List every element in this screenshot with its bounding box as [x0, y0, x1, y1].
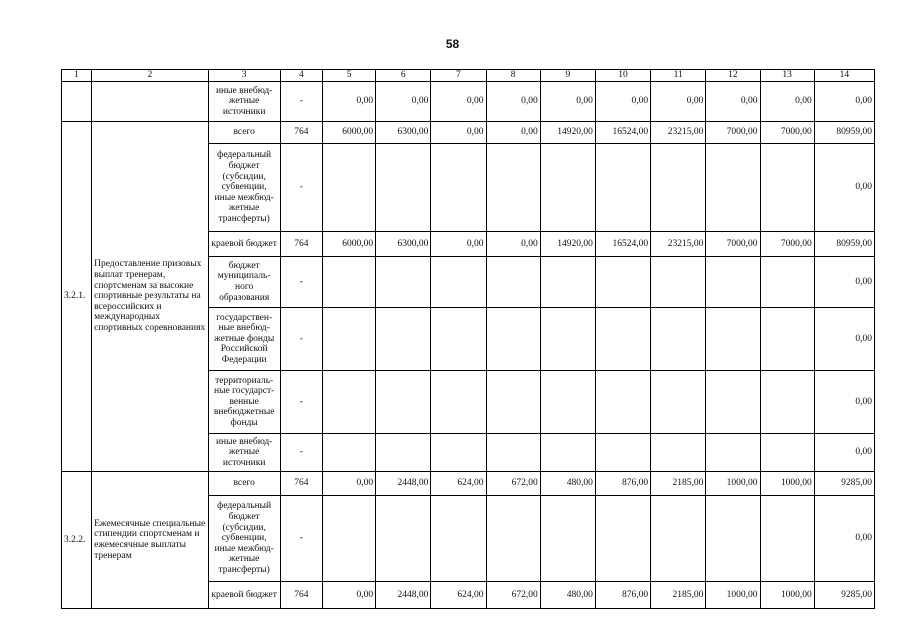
- year-amount: 23215,00: [651, 232, 706, 257]
- year-amount: [322, 371, 375, 434]
- year-amount: 0,00: [431, 122, 486, 144]
- year-amount: [595, 371, 650, 434]
- budget-code: 764: [280, 122, 322, 144]
- year-amount: 0,00: [376, 82, 431, 122]
- year-amount: 16524,00: [595, 122, 650, 144]
- year-amount: 0,00: [651, 82, 706, 122]
- year-amount: 2185,00: [651, 582, 706, 609]
- year-amount: 7000,00: [760, 232, 814, 257]
- budget-code: -: [280, 82, 322, 122]
- item-code: 3.2.2.: [62, 472, 92, 609]
- budget-code: -: [280, 144, 322, 232]
- year-amount: [486, 434, 540, 472]
- column-number-header: 1: [62, 70, 92, 82]
- year-amount: [431, 496, 486, 582]
- year-amount: [431, 371, 486, 434]
- year-amount: [651, 434, 706, 472]
- item-name: Ежемесячные специальные стипендии спортсменам и ежемесячные выплаты тренерам: [92, 472, 208, 609]
- year-amount: [486, 144, 540, 232]
- year-amount: [760, 144, 814, 232]
- year-amount: [376, 144, 431, 232]
- year-amount: 7000,00: [706, 232, 760, 257]
- column-number-header: 13: [760, 70, 814, 82]
- column-number-header: 9: [540, 70, 595, 82]
- year-amount: [376, 434, 431, 472]
- year-amount: [760, 371, 814, 434]
- table-body: [62, 82, 875, 609]
- table-row: [62, 472, 875, 496]
- year-amount: 0,00: [322, 582, 375, 609]
- total-amount: 0,00: [814, 257, 874, 308]
- total-amount: 9285,00: [814, 472, 874, 496]
- budget-code: -: [280, 257, 322, 308]
- total-amount: 0,00: [814, 434, 874, 472]
- year-amount: 1000,00: [706, 472, 760, 496]
- year-amount: 14920,00: [540, 122, 595, 144]
- funding-source: всего: [208, 472, 280, 496]
- year-amount: 0,00: [595, 82, 650, 122]
- budget-code: 764: [280, 232, 322, 257]
- year-amount: [651, 308, 706, 371]
- year-amount: [706, 257, 760, 308]
- year-amount: [322, 496, 375, 582]
- funding-source: бюджет муниципаль-ного образования: [208, 257, 280, 308]
- budget-code: -: [280, 496, 322, 582]
- total-amount: 80959,00: [814, 122, 874, 144]
- total-amount: 0,00: [814, 144, 874, 232]
- item-name: Предоставление призовых выплат тренерам, спортсменам за высокие спортивные результаты на всероссийских и международных спортивных соревнованиях: [92, 122, 208, 472]
- year-amount: [595, 496, 650, 582]
- column-number-row: [62, 70, 875, 82]
- budget-code: -: [280, 371, 322, 434]
- year-amount: [706, 308, 760, 371]
- year-amount: 672,00: [486, 472, 540, 496]
- funding-source: краевой бюджет: [208, 582, 280, 609]
- table-row: [62, 82, 875, 122]
- year-amount: [486, 371, 540, 434]
- year-amount: [760, 496, 814, 582]
- year-amount: 0,00: [322, 472, 375, 496]
- year-amount: [540, 144, 595, 232]
- year-amount: [376, 496, 431, 582]
- year-amount: 624,00: [431, 582, 486, 609]
- table-row: [62, 122, 875, 144]
- year-amount: [651, 496, 706, 582]
- year-amount: [595, 308, 650, 371]
- year-amount: 1000,00: [760, 472, 814, 496]
- year-amount: 6000,00: [322, 232, 375, 257]
- year-amount: [651, 257, 706, 308]
- year-amount: [540, 434, 595, 472]
- year-amount: [595, 257, 650, 308]
- year-amount: 876,00: [595, 582, 650, 609]
- year-amount: 6300,00: [376, 122, 431, 144]
- year-amount: 16524,00: [595, 232, 650, 257]
- year-amount: [376, 257, 431, 308]
- year-amount: 2448,00: [376, 472, 431, 496]
- year-amount: 0,00: [486, 232, 540, 257]
- year-amount: 23215,00: [651, 122, 706, 144]
- year-amount: [706, 496, 760, 582]
- year-amount: 1000,00: [706, 582, 760, 609]
- item-name: [92, 82, 208, 122]
- year-amount: [760, 257, 814, 308]
- budget-code: -: [280, 308, 322, 371]
- funding-source: иные внебюд-жетные источники: [208, 434, 280, 472]
- total-amount: 0,00: [814, 496, 874, 582]
- year-amount: [322, 144, 375, 232]
- column-number-header: 3: [208, 70, 280, 82]
- year-amount: [651, 371, 706, 434]
- year-amount: [540, 257, 595, 308]
- budget-code: 764: [280, 582, 322, 609]
- year-amount: [595, 144, 650, 232]
- funding-source: федеральный бюджет (субсидии, субвенции, иные межбюд-жетные трансферты): [208, 144, 280, 232]
- year-amount: [376, 371, 431, 434]
- page-number: 58: [445, 37, 460, 51]
- year-amount: 480,00: [540, 472, 595, 496]
- year-amount: [651, 144, 706, 232]
- column-number-header: 14: [814, 70, 874, 82]
- year-amount: [376, 308, 431, 371]
- year-amount: [706, 371, 760, 434]
- year-amount: [431, 257, 486, 308]
- year-amount: 1000,00: [760, 582, 814, 609]
- year-amount: 0,00: [431, 232, 486, 257]
- year-amount: [322, 308, 375, 371]
- year-amount: [486, 496, 540, 582]
- year-amount: 7000,00: [706, 122, 760, 144]
- year-amount: 2185,00: [651, 472, 706, 496]
- column-number-header: 7: [431, 70, 486, 82]
- year-amount: [431, 434, 486, 472]
- year-amount: 14920,00: [540, 232, 595, 257]
- budget-code: -: [280, 434, 322, 472]
- year-amount: 0,00: [706, 82, 760, 122]
- column-number-header: 6: [376, 70, 431, 82]
- funding-source: государствен-ные внебюд-жетные фонды Российской Федерации: [208, 308, 280, 371]
- total-amount: 0,00: [814, 371, 874, 434]
- year-amount: 624,00: [431, 472, 486, 496]
- year-amount: 6000,00: [322, 122, 375, 144]
- year-amount: 0,00: [540, 82, 595, 122]
- funding-source: всего: [208, 122, 280, 144]
- year-amount: [431, 144, 486, 232]
- funding-source: федеральный бюджет (субсидии, субвенции, иные межбюд-жетные трансферты): [208, 496, 280, 582]
- year-amount: [322, 257, 375, 308]
- year-amount: 6300,00: [376, 232, 431, 257]
- column-number-header: 12: [706, 70, 760, 82]
- year-amount: [540, 308, 595, 371]
- item-code: 3.2.1.: [62, 122, 92, 472]
- total-amount: 0,00: [814, 308, 874, 371]
- year-amount: [706, 434, 760, 472]
- year-amount: 0,00: [431, 82, 486, 122]
- year-amount: [486, 308, 540, 371]
- total-amount: 9285,00: [814, 582, 874, 609]
- year-amount: [540, 496, 595, 582]
- column-number-header: 10: [595, 70, 650, 82]
- year-amount: 0,00: [760, 82, 814, 122]
- funding-source: краевой бюджет: [208, 232, 280, 257]
- year-amount: [706, 144, 760, 232]
- year-amount: 0,00: [486, 122, 540, 144]
- funding-source: территориаль-ные государст-венные внебюджетные фонды: [208, 371, 280, 434]
- total-amount: 0,00: [814, 82, 874, 122]
- year-amount: 2448,00: [376, 582, 431, 609]
- year-amount: 480,00: [540, 582, 595, 609]
- year-amount: [322, 434, 375, 472]
- funding-source: иные внебюд-жетные источники: [208, 82, 280, 122]
- item-code: [62, 82, 92, 122]
- column-number-header: 2: [92, 70, 208, 82]
- year-amount: 7000,00: [760, 122, 814, 144]
- column-number-header: 4: [280, 70, 322, 82]
- year-amount: 876,00: [595, 472, 650, 496]
- budget-code: 764: [280, 472, 322, 496]
- year-amount: [595, 434, 650, 472]
- year-amount: [760, 308, 814, 371]
- year-amount: [540, 371, 595, 434]
- total-amount: 80959,00: [814, 232, 874, 257]
- year-amount: 672,00: [486, 582, 540, 609]
- column-number-header: 11: [651, 70, 706, 82]
- year-amount: [431, 308, 486, 371]
- year-amount: 0,00: [486, 82, 540, 122]
- column-number-header: 5: [322, 70, 375, 82]
- budget-table: [61, 69, 875, 609]
- year-amount: 0,00: [322, 82, 375, 122]
- column-number-header: 8: [486, 70, 540, 82]
- year-amount: [760, 434, 814, 472]
- year-amount: [486, 257, 540, 308]
